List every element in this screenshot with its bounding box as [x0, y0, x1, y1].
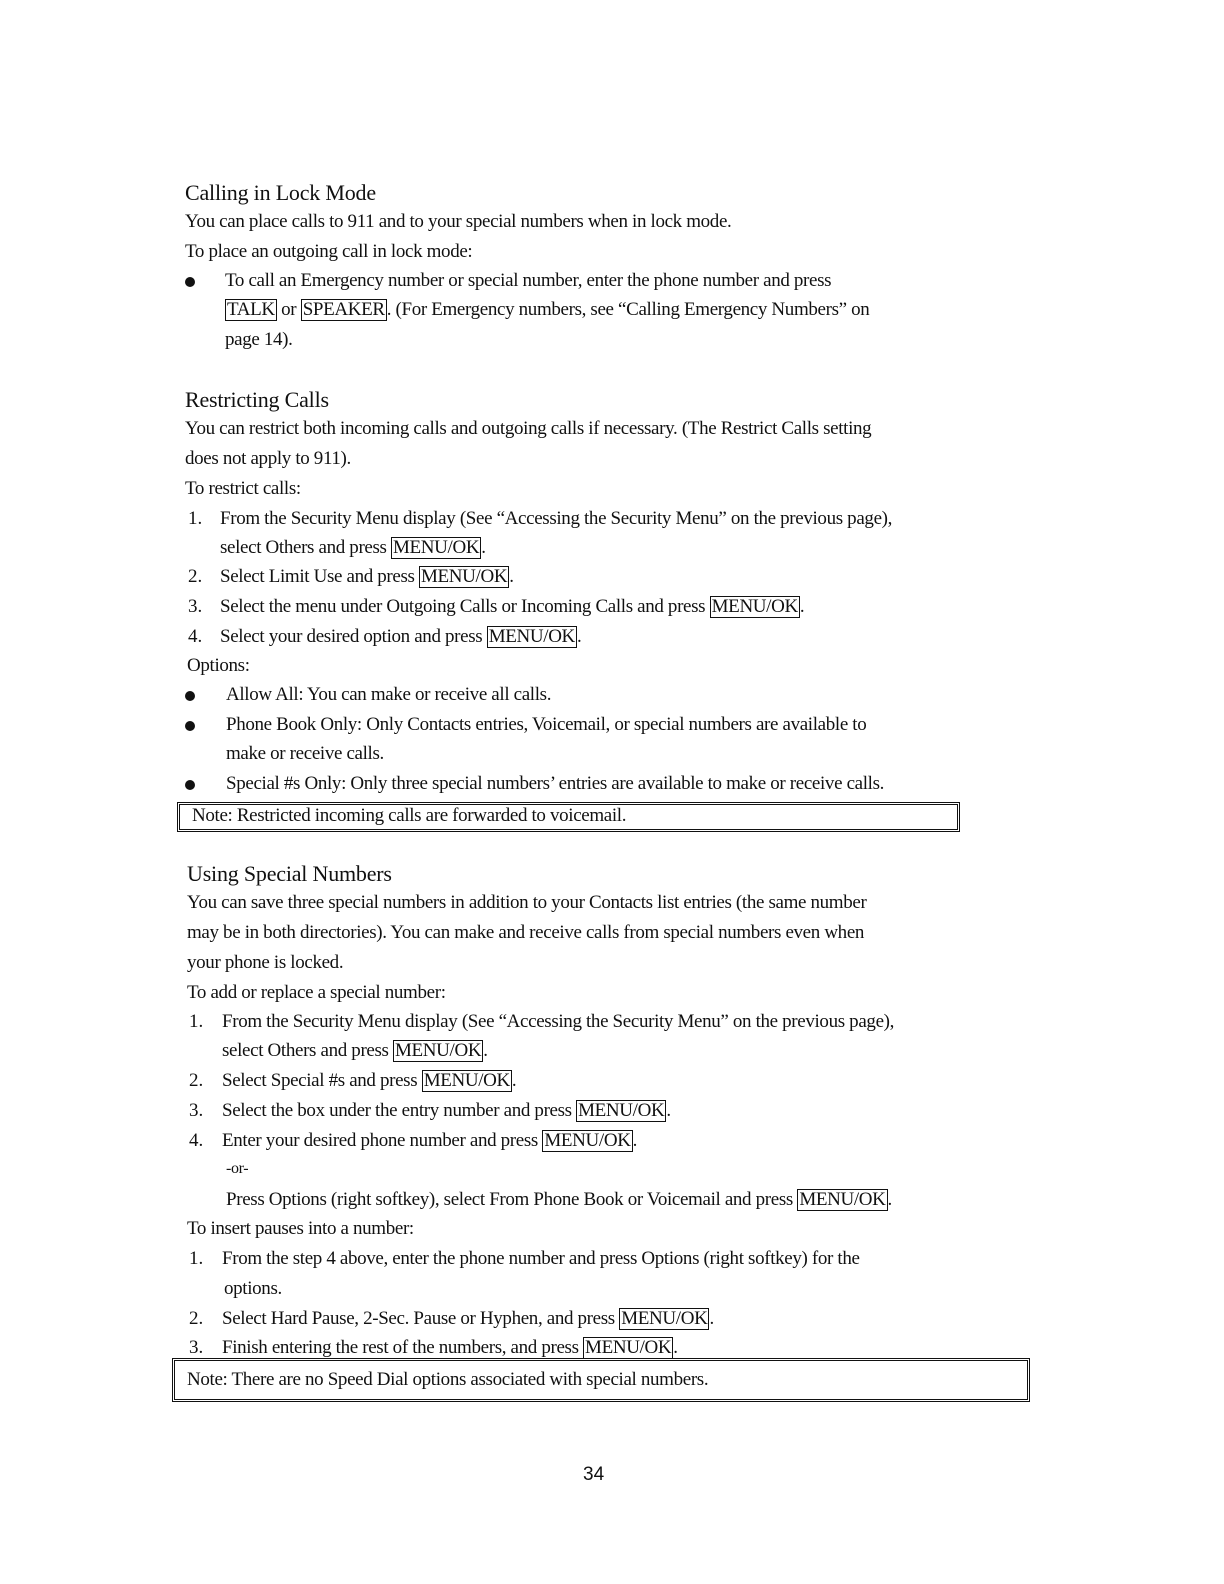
- special-alt-step: Press Options (right softkey), select From Phone Book or Voicemail and press MENU/OK .: [226, 1189, 892, 1210]
- special-step-1-line-2: select Others and press MENU/OK .: [222, 1040, 488, 1061]
- special-step-3: Select the box under the entry number and press MENU/OK .: [222, 1100, 671, 1121]
- special-intro-1: You can save three special numbers in addition to your Contacts list entries (the same number: [187, 892, 867, 913]
- bullet-icon: [185, 277, 195, 287]
- pause-step-3: Finish entering the rest of the numbers, and press MENU/OK .: [222, 1337, 678, 1358]
- step-number: 3.: [188, 596, 203, 617]
- bullet-icon: [185, 721, 195, 731]
- note-text: Note: There are no Speed Dial options associated with special numbers.: [187, 1369, 709, 1390]
- note-text: Note: Restricted incoming calls are forwarded to voicemail.: [192, 805, 627, 826]
- pause-step-1-line-2: options.: [224, 1278, 282, 1299]
- step-number: 1.: [189, 1248, 204, 1269]
- step-number: 4.: [189, 1130, 204, 1151]
- lock-mode-bullet-line-3: page 14).: [225, 329, 293, 350]
- menu-ok-key: MENU/OK: [711, 596, 798, 617]
- restrict-step-1-line-1: From the Security Menu display (See “Accessing the Security Menu” on the previous page),: [220, 508, 893, 529]
- speaker-key: SPEAKER: [302, 299, 385, 320]
- step-number: 1.: [188, 508, 203, 529]
- pause-step-1-line-1: From the step 4 above, enter the phone number and press Options (right softkey) for the: [222, 1248, 860, 1269]
- restrict-step-1-line-2: select Others and press MENU/OK .: [220, 537, 486, 558]
- menu-ok-key: MENU/OK: [393, 537, 480, 558]
- step-number: 3.: [189, 1100, 204, 1121]
- option-phone-book-only-line-2: make or receive calls.: [226, 743, 384, 764]
- section-title-lock-mode: Calling in Lock Mode: [185, 180, 376, 205]
- step-number: 2.: [189, 1308, 204, 1329]
- lock-mode-bullet-line-2: TALK or SPEAKER . (For Emergency numbers, see “Calling Emergency Numbers” on: [227, 299, 870, 320]
- restrict-intro-2: does not apply to 911).: [185, 448, 351, 469]
- bullet-icon: [185, 780, 195, 790]
- restrict-step-4: Select your desired option and press MENU/OK .: [220, 626, 582, 647]
- lock-mode-intro-1: You can place calls to 911 and to your special numbers when in lock mode.: [185, 211, 732, 232]
- restrict-intro-3: To restrict calls:: [185, 478, 301, 499]
- option-phone-book-only-line-1: Phone Book Only: Only Contacts entries, Voicemail, or special numbers are available to: [226, 714, 867, 735]
- menu-ok-key: MENU/OK: [420, 566, 508, 587]
- lock-mode-intro-2: To place an outgoing call in lock mode:: [185, 241, 473, 262]
- step-number: 2.: [189, 1070, 204, 1091]
- step-number: 1.: [189, 1011, 204, 1032]
- menu-ok-key: MENU/OK: [578, 1100, 665, 1121]
- menu-ok-key: MENU/OK: [621, 1308, 708, 1329]
- menu-ok-key: MENU/OK: [423, 1070, 510, 1091]
- menu-ok-key: MENU/OK: [799, 1189, 886, 1210]
- menu-ok-key: MENU/OK: [544, 1130, 631, 1151]
- menu-ok-key: MENU/OK: [395, 1040, 482, 1061]
- lock-mode-bullet-line-1: To call an Emergency number or special number, enter the phone number and press: [225, 270, 832, 291]
- special-intro-4: To add or replace a special number:: [187, 982, 446, 1003]
- section-title-restricting-calls: Restricting Calls: [185, 387, 329, 412]
- pauses-label: To insert pauses into a number:: [187, 1218, 414, 1239]
- menu-ok-key: MENU/OK: [585, 1337, 672, 1358]
- step-number: 2.: [188, 566, 203, 587]
- special-intro-2: may be in both directories). You can make and receive calls from special numbers even when: [187, 922, 865, 943]
- or-separator: -or-: [226, 1160, 249, 1177]
- bullet-icon: [185, 691, 195, 701]
- note-box-special: [172, 1358, 1030, 1402]
- restrict-step-2: Select Limit Use and press MENU/OK .: [220, 566, 514, 587]
- page-number: 34: [583, 1464, 605, 1485]
- step-number: 3.: [189, 1337, 204, 1358]
- option-allow-all: Allow All: You can make or receive all calls.: [226, 684, 552, 705]
- special-intro-3: your phone is locked.: [187, 952, 344, 973]
- restrict-intro-1: You can restrict both incoming calls and outgoing calls if necessary. (The Restrict Calls setting: [185, 418, 872, 439]
- special-step-4: Enter your desired phone number and press MENU/OK .: [222, 1130, 637, 1151]
- option-special-only: Special #s Only: Only three special numbers’ entries are available to make or receive calls.: [226, 773, 885, 794]
- section-title-special-numbers: Using Special Numbers: [187, 861, 392, 886]
- pause-step-2: Select Hard Pause, 2-Sec. Pause or Hyphen, and press MENU/OK .: [222, 1308, 714, 1329]
- options-label: Options:: [187, 655, 250, 676]
- menu-ok-key: MENU/OK: [488, 626, 575, 647]
- special-step-2: Select Special #s and press MENU/OK .: [222, 1070, 517, 1091]
- talk-key: TALK: [227, 299, 275, 320]
- note-box-restrict: [177, 802, 960, 832]
- special-step-1-line-1: From the Security Menu display (See “Accessing the Security Menu” on the previous page),: [222, 1011, 895, 1032]
- restrict-step-3: Select the menu under Outgoing Calls or Incoming Calls and press MENU/OK .: [220, 596, 805, 617]
- step-number: 4.: [188, 626, 203, 647]
